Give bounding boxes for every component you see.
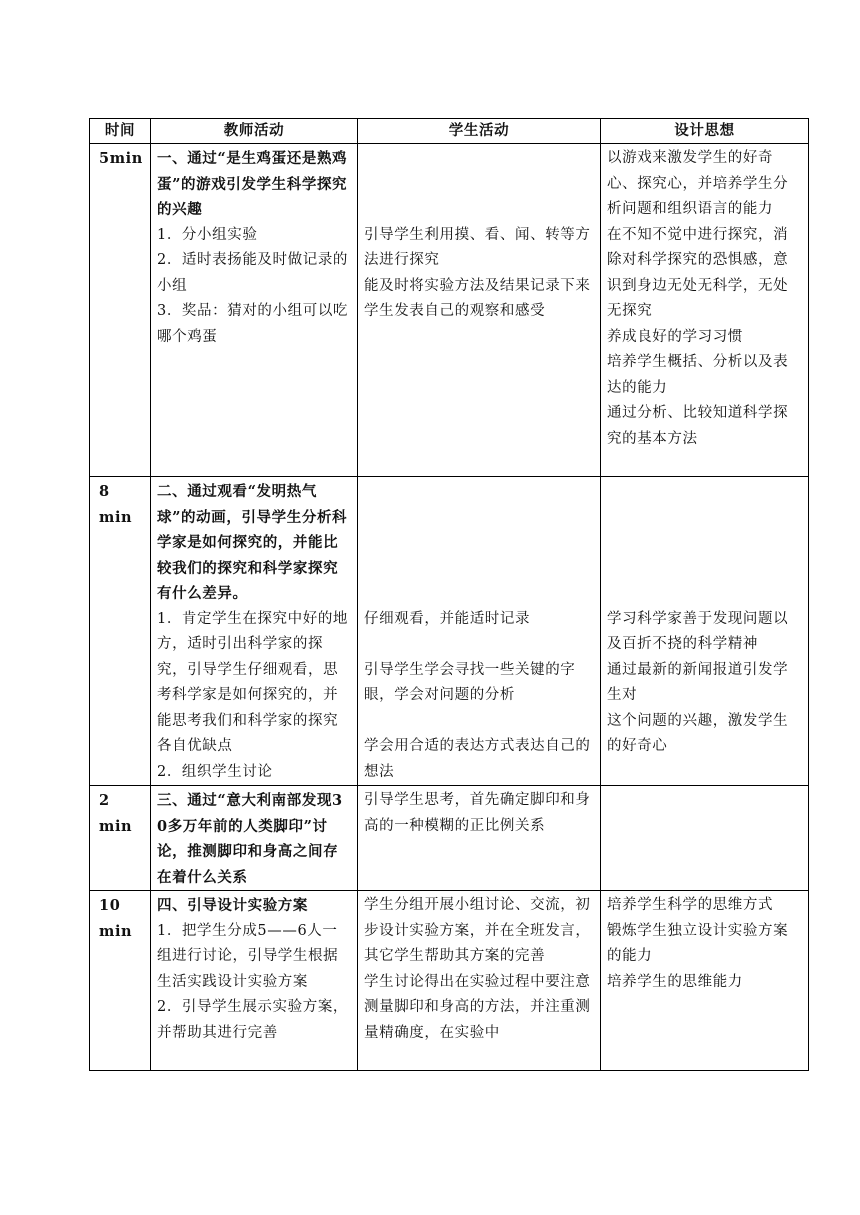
teacher-item: 1．把学生分成5——6人一组进行讨论，引导学生根据生活实践设计实验方案 (157, 922, 339, 990)
student-item: 引导学生思考，首先确定脚印和身高的一种模糊的正比例关系 (364, 792, 591, 834)
design-cell (601, 786, 809, 891)
teacher-title: 三、通过“意大利南部发现30多万年前的人类脚印”讨论，推测脚印和身高之间存在着什么关系 (157, 792, 343, 886)
student-item: 仔细观看，并能适时记录 (364, 610, 531, 627)
design-item: 培养学生科学的思维方式 (607, 897, 774, 913)
student-item: 引导学生利用摸、看、闻、转等方法进行探究 (364, 226, 591, 268)
design-cell (601, 891, 809, 1071)
design-item: 培养学生概括、分析以及表达的能力 (607, 354, 789, 396)
time-cell: 10 min (90, 891, 151, 1071)
design-item: 养成良好的学习习惯 (607, 328, 743, 345)
teacher-item: 2．适时表扬能及时做记录的小组 (157, 252, 349, 294)
student-cell (358, 786, 601, 891)
student-item: 学生分组开展小组讨论、交流，初步设计实验方案，并在全班发言，其它学生帮助其方案的完善 (364, 897, 591, 964)
table-row (90, 477, 809, 786)
teacher-item: 2．引导学生展示实验方案，并帮助其进行完善 (157, 999, 349, 1041)
design-item: 学习科学家善于发现问题以及百折不挠的科学精神 (607, 610, 789, 652)
design-item: 这个问题的兴趣，激发学生的好奇心 (607, 712, 789, 754)
time-cell: 5min (90, 144, 151, 477)
student-cell (358, 891, 601, 1071)
design-cell (601, 144, 809, 477)
header-student: 学生活动 (358, 119, 601, 144)
student-item: 学会用合适的表达方式表达自己的想法 (364, 738, 591, 780)
header-design: 设计思想 (601, 119, 809, 144)
design-item: 培养学生的思维能力 (607, 973, 743, 990)
design-item: 在不知不觉中进行探究，消除对科学探究的恐惧感，意识到身边无处无科学，无处无探究 (607, 226, 789, 319)
teacher-title: 二、通过观看“发明热气球”的动画，引导学生分析科学家是如何探究的，并能比较我们的探究和科学家探究有什么差异。 (157, 483, 348, 602)
design-item: 通过最新的新闻报道引发学生对 (607, 661, 789, 703)
header-teacher: 教师活动 (151, 119, 358, 144)
time-cell: 8 min (90, 477, 151, 786)
student-cell (358, 477, 601, 786)
student-item: 学生讨论得出在实验过程中要注意测量脚印和身高的方法，并注重测量精确度，在实验中 (364, 973, 591, 1041)
teacher-item: 1．肯定学生在探究中好的地方，适时引出科学家的探究，引导学生仔细观看，思考科学家是如何探究的，并能思考我们和科学家的探究各自优缺点 (157, 610, 349, 754)
design-cell (601, 477, 809, 786)
design-item: 以游戏来激发学生的好奇心、探究心，并培养学生分析问题和组织语言的能力 (607, 150, 789, 217)
teacher-item: 1．分小组实验 (157, 226, 258, 243)
teacher-cell (151, 477, 358, 786)
teacher-item: 3．奖品：猜对的小组可以吃哪个鸡蛋 (157, 303, 349, 345)
teacher-item: 2．组织学生讨论 (157, 763, 273, 780)
header-time: 时间 (90, 119, 151, 144)
header-row (90, 119, 809, 144)
teacher-cell (151, 891, 358, 1071)
teacher-cell (151, 786, 358, 891)
student-cell (358, 144, 601, 477)
teacher-cell (151, 144, 358, 477)
table-row (90, 786, 809, 891)
student-item: 引导学生学会寻找一些关键的字眼，学会对问题的分析 (364, 661, 576, 703)
design-item: 锻炼学生独立设计实验方案的能力 (607, 922, 789, 964)
teacher-title: 四、引导设计实验方案 (157, 897, 308, 914)
design-item: 通过分析、比较知道科学探究的基本方法 (607, 405, 789, 447)
lesson-plan-table (89, 118, 809, 1071)
table-row (90, 891, 809, 1071)
student-item: 能及时将实验方法及结果记录下来 (364, 277, 591, 294)
table-row (90, 144, 809, 477)
time-cell: 2 min (90, 786, 151, 891)
student-item: 学生发表自己的观察和感受 (364, 303, 546, 319)
teacher-title: 一、通过“是生鸡蛋还是熟鸡蛋”的游戏引发学生科学探究的兴趣 (157, 150, 348, 218)
